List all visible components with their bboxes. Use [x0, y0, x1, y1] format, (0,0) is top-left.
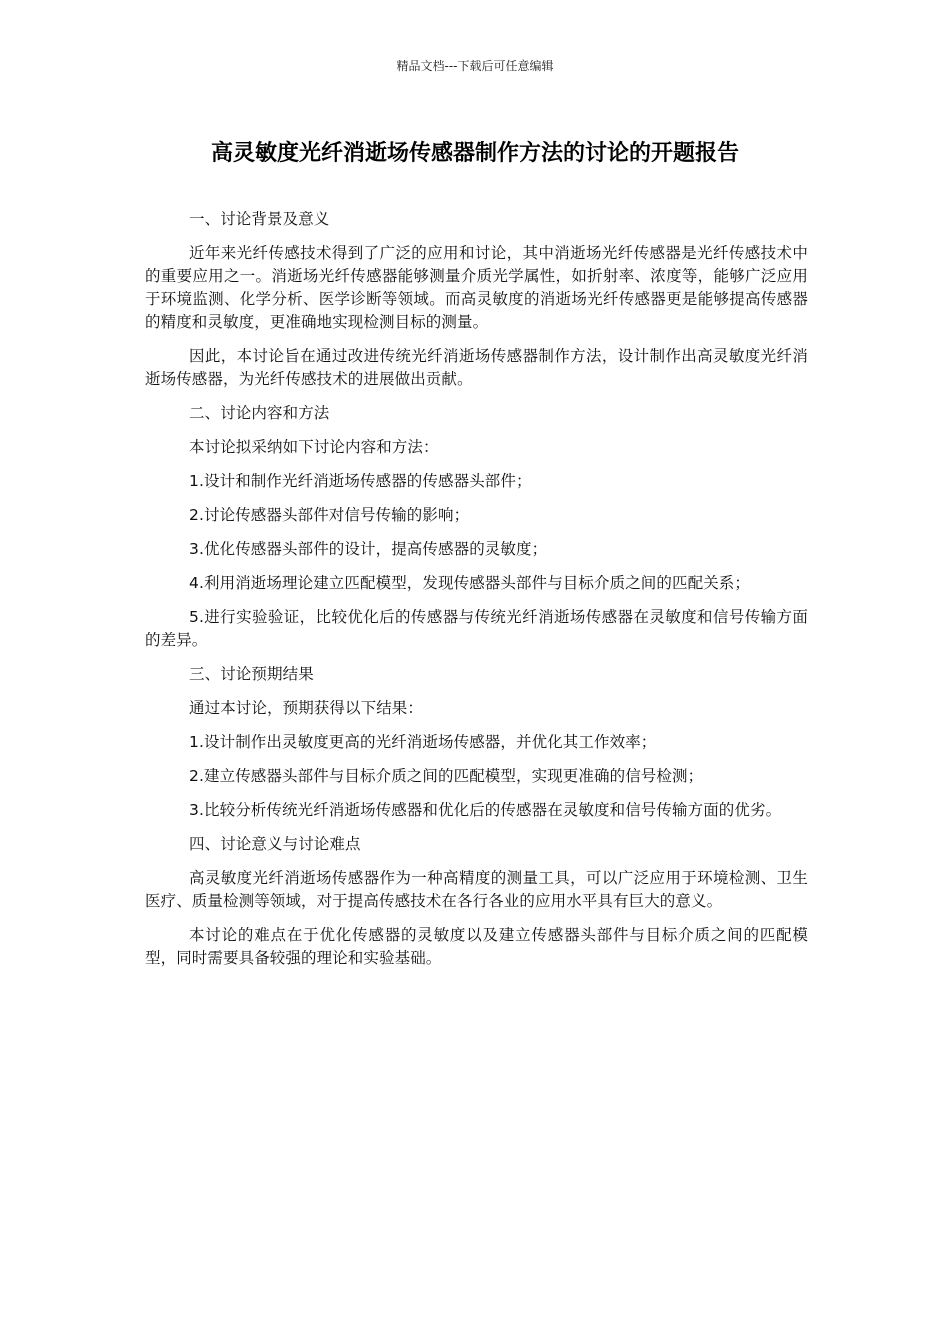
- paragraph-background: 近年来光纤传感技术得到了广泛的应用和讨论，其中消逝场光纤传感器是光纤传感技术中的重要应用之一。消逝场光纤传感器能够测量介质光学属性，如折射率、浓度等，能够广泛应用于环境监测、化学分析、医学诊断等领域。而高灵敏度的消逝场光纤传感器更是能够提高传感器的精度和灵敏度，更准确地实现检测目标的测量。: [145, 244, 808, 331]
- paragraph-significance: 高灵敏度光纤消逝场传感器作为一种高精度的测量工具，可以广泛应用于环境检测、卫生医疗、质量检测等领域，对于提高传感技术在各行各业的应用水平具有巨大的意义。: [145, 869, 808, 910]
- list-item-result-3: 3.比较分析传统光纤消逝场传感器和优化后的传感器在灵敏度和信号传输方面的优劣。: [189, 801, 782, 819]
- paragraph-purpose: 因此，本讨论旨在通过改进传统光纤消逝场传感器制作方法，设计制作出高灵敏度光纤消逝场传感器，为光纤传感技术的进展做出贡献。: [145, 347, 808, 388]
- list-item-method-2: 2.讨论传感器头部件对信号传输的影响；: [189, 506, 470, 524]
- list-item-result-2: 2.建立传感器头部件与目标介质之间的匹配模型，实现更准确的信号检测；: [189, 767, 704, 785]
- header-note: 精品文档---下载后可任意编辑: [396, 59, 554, 73]
- paragraph-difficulties: 本讨论的难点在于优化传感器的灵敏度以及建立传感器头部件与目标介质之间的匹配模型，同时需要具备较强的理论和实验基础。: [145, 926, 808, 967]
- list-item-method-4: 4.利用消逝场理论建立匹配模型，发现传感器头部件与目标介质之间的匹配关系；: [189, 574, 750, 592]
- section-heading-significance-difficulties: 四、讨论意义与讨论难点: [189, 835, 361, 853]
- list-item-result-1: 1.设计制作出灵敏度更高的光纤消逝场传感器，并优化其工作效率；: [189, 733, 657, 751]
- list-item-method-5: 5.进行实验验证，比较优化后的传感器与传统光纤消逝场传感器在灵敏度和信号传输方面的差异。: [145, 608, 808, 649]
- document-body: [145, 208, 808, 981]
- paragraph-results-intro: 通过本讨论，预期获得以下结果：: [189, 699, 424, 717]
- section-heading-content-methods: 二、讨论内容和方法: [189, 404, 330, 422]
- paragraph-methods-intro: 本讨论拟采纳如下讨论内容和方法：: [189, 438, 439, 456]
- section-heading-background: 一、讨论背景及意义: [189, 210, 330, 228]
- list-item-method-3: 3.优化传感器头部件的设计，提高传感器的灵敏度；: [189, 540, 548, 558]
- document-title: 高灵敏度光纤消逝场传感器制作方法的讨论的开题报告: [210, 141, 739, 166]
- list-item-method-1: 1.设计和制作光纤消逝场传感器的传感器头部件；: [189, 472, 532, 490]
- section-heading-expected-results: 三、讨论预期结果: [189, 665, 314, 683]
